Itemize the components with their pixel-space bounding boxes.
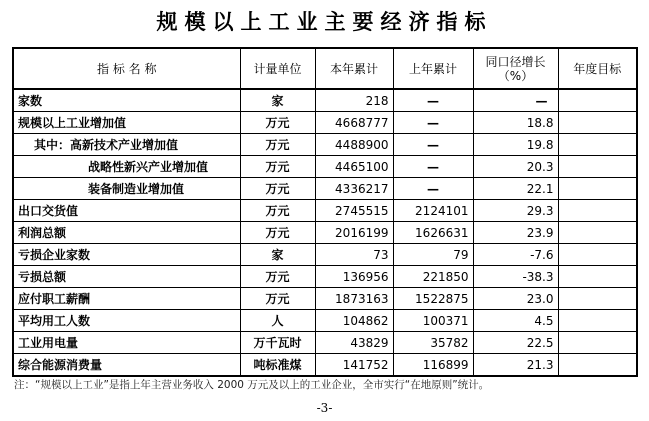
row-unit-cell: 万千瓦时: [240, 332, 315, 354]
row-name-cell: 亏损总额: [13, 266, 240, 288]
row-name-cell: 综合能源消费量: [13, 354, 240, 377]
row-unit-cell: 万元: [240, 156, 315, 178]
row-unit-cell: 万元: [240, 222, 315, 244]
row-name-cell: 利润总额: [13, 222, 240, 244]
row-current-cell: 4465100: [315, 156, 393, 178]
table-row: [13, 222, 637, 244]
row-growth-cell: 23.9: [473, 222, 558, 244]
row-current-cell: 141752: [315, 354, 393, 377]
row-previous-cell: 1522875: [393, 288, 473, 310]
row-growth-cell: 4.5: [473, 310, 558, 332]
row-previous-cell: 79: [393, 244, 473, 266]
row-current-cell: 2745515: [315, 200, 393, 222]
row-unit-cell: 吨标准煤: [240, 354, 315, 377]
row-name-cell: 其中：高新技术产业增加值: [13, 134, 240, 156]
row-target-cell: [558, 266, 637, 288]
row-unit-cell: 万元: [240, 288, 315, 310]
column-header-previous: 上年累计: [393, 48, 473, 89]
row-name-cell: 规模以上工业增加值: [13, 112, 240, 134]
column-header-name: 指 标 名 称: [13, 48, 240, 89]
row-growth-cell: 18.8: [473, 112, 558, 134]
row-current-cell: 73: [315, 244, 393, 266]
row-growth-cell: 23.0: [473, 288, 558, 310]
table-row: [13, 112, 637, 134]
row-growth-cell: 22.1: [473, 178, 558, 200]
row-growth-cell: -7.6: [473, 244, 558, 266]
row-current-cell: 4336217: [315, 178, 393, 200]
row-previous-cell: 116899: [393, 354, 473, 377]
row-name-cell: 出口交货值: [13, 200, 240, 222]
page-number: -3-: [316, 401, 333, 415]
table-row: [13, 288, 637, 310]
row-previous-cell: 2124101: [393, 200, 473, 222]
row-growth-cell: 22.5: [473, 332, 558, 354]
table-header-row: [13, 48, 637, 89]
table-row: [13, 156, 637, 178]
row-target-cell: [558, 156, 637, 178]
table-body: [13, 89, 637, 376]
table-row: [13, 178, 637, 200]
row-name-cell: 应付职工薪酬: [13, 288, 240, 310]
column-header-growth: 同口径增长 （%）: [473, 48, 558, 89]
row-target-cell: [558, 354, 637, 377]
row-previous-cell: 221850: [393, 266, 473, 288]
row-growth-cell: 21.3: [473, 354, 558, 377]
row-unit-cell: 家: [240, 89, 315, 112]
table-row: [13, 134, 637, 156]
row-current-cell: 2016199: [315, 222, 393, 244]
row-previous-cell: 1626631: [393, 222, 473, 244]
row-target-cell: [558, 222, 637, 244]
row-current-cell: 104862: [315, 310, 393, 332]
row-name-cell: 装备制造业增加值: [13, 178, 240, 200]
table-row: [13, 244, 637, 266]
table-row: [13, 200, 637, 222]
row-unit-cell: 家: [240, 244, 315, 266]
row-growth-cell: —: [473, 89, 558, 112]
row-growth-cell: 20.3: [473, 156, 558, 178]
footnote: 注：“规模以上工业”是指上年主营业务收入 2000 万元及以上的工业企业，全市实行“在地原则”统计。: [14, 379, 490, 391]
row-target-cell: [558, 288, 637, 310]
row-target-cell: [558, 112, 637, 134]
row-name-cell: 亏损企业家数: [13, 244, 240, 266]
row-previous-cell: —: [393, 89, 473, 112]
row-unit-cell: 万元: [240, 266, 315, 288]
row-target-cell: [558, 134, 637, 156]
row-target-cell: [558, 244, 637, 266]
row-name-cell: 家数: [13, 89, 240, 112]
table-row: [13, 89, 637, 112]
row-growth-cell: 29.3: [473, 200, 558, 222]
table-row: [13, 332, 637, 354]
row-target-cell: [558, 310, 637, 332]
row-previous-cell: 35782: [393, 332, 473, 354]
row-growth-cell: 19.8: [473, 134, 558, 156]
row-current-cell: 43829: [315, 332, 393, 354]
row-previous-cell: 100371: [393, 310, 473, 332]
row-current-cell: 4668777: [315, 112, 393, 134]
row-name-cell: 工业用电量: [13, 332, 240, 354]
table-row: [13, 266, 637, 288]
row-unit-cell: 万元: [240, 178, 315, 200]
row-unit-cell: 人: [240, 310, 315, 332]
table-row: [13, 354, 637, 377]
row-previous-cell: —: [393, 178, 473, 200]
row-current-cell: 218: [315, 89, 393, 112]
row-name-cell: 平均用工人数: [13, 310, 240, 332]
indicator-table: [12, 47, 638, 377]
row-current-cell: 1873163: [315, 288, 393, 310]
row-target-cell: [558, 332, 637, 354]
row-target-cell: [558, 200, 637, 222]
row-growth-cell: -38.3: [473, 266, 558, 288]
row-unit-cell: 万元: [240, 134, 315, 156]
column-header-target: 年度目标: [558, 48, 637, 89]
row-name-cell: 战略性新兴产业增加值: [13, 156, 240, 178]
page-title: 规模以上工业主要经济指标: [156, 9, 493, 34]
table-row: [13, 310, 637, 332]
row-current-cell: 136956: [315, 266, 393, 288]
row-target-cell: [558, 89, 637, 112]
row-unit-cell: 万元: [240, 112, 315, 134]
column-header-current: 本年累计: [315, 48, 393, 89]
row-previous-cell: —: [393, 134, 473, 156]
row-unit-cell: 万元: [240, 200, 315, 222]
row-previous-cell: —: [393, 156, 473, 178]
row-target-cell: [558, 178, 637, 200]
row-current-cell: 4488900: [315, 134, 393, 156]
column-header-unit: 计量单位: [240, 48, 315, 89]
row-previous-cell: —: [393, 112, 473, 134]
